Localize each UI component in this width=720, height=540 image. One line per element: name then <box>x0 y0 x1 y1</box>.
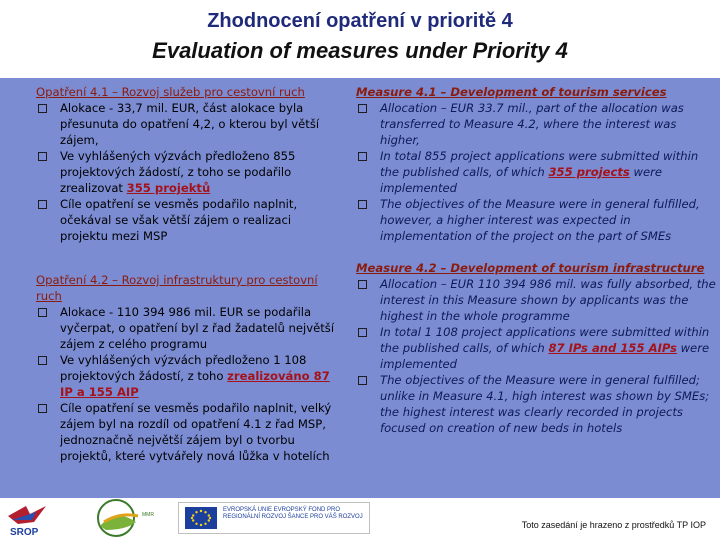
measure-41-cz-title: Opatření 4.1 – Rozvoj služeb pro cestovní ruch <box>36 85 305 99</box>
list-item-text: Allocation – EUR 110 394 986 mil. was fully absorbed, the interest in this Measure shown by applicants was the highest in the whole programme <box>380 277 716 323</box>
list-item-text: Cíle opatření se vesměs podařilo naplnit, očekával se však větší zájem o realizaci projektu mezi MSP <box>60 197 298 243</box>
checkbox-bullet-icon <box>38 200 47 209</box>
list-item <box>356 196 716 244</box>
list-item <box>356 100 716 148</box>
eu-logo <box>178 502 370 534</box>
srop-logo-text: SROP <box>10 527 39 538</box>
list-item <box>356 324 716 372</box>
checkbox-bullet-icon <box>38 104 47 113</box>
checkbox-bullet-icon <box>358 328 367 337</box>
highlight-text: 355 projektů <box>126 181 211 195</box>
list-item <box>36 352 336 400</box>
content-panel <box>0 78 720 498</box>
title-en: Evaluation of measures under Priority 4 <box>152 38 568 63</box>
highlight-text: 355 projects <box>548 165 630 179</box>
footer-note: Toto zasedání je hrazeno z prostředků TP IOP <box>521 520 706 530</box>
list-item-text: Ve vyhlášených výzvách předloženo 1 108 projektových žádostí, z toho <box>60 353 307 383</box>
highlight-text: 87 IPs and 155 AIPs <box>548 341 677 355</box>
checkbox-bullet-icon <box>358 152 367 161</box>
title-cz: Zhodnocení opatření v prioritě 4 <box>207 10 513 32</box>
list-item-text: Cíle opatření se vesměs podařilo naplnit, velký zájem byl na rozdíl od opatření 4.1 z řad MSP, jednoznačně největší zájem byl o tvorbu projektů, které vytvářely nová lůžka v hotelích <box>60 401 332 463</box>
list-item <box>36 148 336 196</box>
measure-42-en-title: Measure 4.2 – Development of tourism infrastructure <box>356 261 705 275</box>
list-item-text: were implemented <box>380 165 663 195</box>
measure-42-en <box>356 260 716 436</box>
eu-logo-text: EVROPSKÁ UNIE EVROPSKÝ FOND PRO REGIONÁLNÍ ROZVOJ ŠANCE PRO VÁŠ ROZVOJ <box>223 507 363 520</box>
left-column <box>36 84 336 472</box>
svg-text:MMR: MMR <box>142 512 154 518</box>
right-column <box>356 84 716 444</box>
measure-42-cz-title: Opatření 4.2 – Rozvoj infrastruktury pro cestovní ruch <box>36 273 318 303</box>
eu-flag-icon <box>185 507 217 529</box>
measure-41-cz <box>36 84 336 244</box>
checkbox-bullet-icon <box>358 280 367 289</box>
list-item-text: Ve vyhlášených výzvách předloženo 855 projektových žádostí, z toho se podařilo zrealizovat <box>60 149 296 195</box>
list-item-text: In total 1 108 project applications were submitted within the published calls, of which <box>380 325 710 355</box>
list-item-text: The objectives of the Measure were in general fulfilled, however, a higher interest was expected in implementation of the project on the part of SMEs <box>380 197 700 243</box>
list-item <box>356 276 716 324</box>
list-item-text: were implemented <box>380 341 710 371</box>
measure-42-cz <box>36 272 336 464</box>
list-item-text: Alokace - 110 394 986 mil. EUR se podařila vyčerpat, o opatření byl z řad žadatelů největší zájem z celého programu <box>60 305 335 351</box>
checkbox-bullet-icon <box>38 356 47 365</box>
header <box>0 0 720 78</box>
ministry-logo <box>86 496 170 540</box>
checkbox-bullet-icon <box>358 200 367 209</box>
checkbox-bullet-icon <box>38 404 47 413</box>
measure-41-en <box>356 84 716 244</box>
checkbox-bullet-icon <box>358 376 367 385</box>
srop-logo <box>6 500 54 538</box>
list-item <box>36 100 336 148</box>
checkbox-bullet-icon <box>358 104 367 113</box>
list-item-text: Allocation – EUR 33.7 mil., part of the allocation was transferred to Measure 4.2, where the interest was higher, <box>380 101 684 147</box>
checkbox-bullet-icon <box>38 308 47 317</box>
list-item <box>356 372 716 436</box>
list-item-text: In total 855 project applications were submitted within the published calls, of which <box>380 149 699 179</box>
measure-41-en-title: Measure 4.1 – Development of tourism services <box>356 85 667 99</box>
list-item <box>36 304 336 352</box>
list-item-text: Alokace - 33,7 mil. EUR, část alokace byla přesunuta do opatření 4,2, o kterou byl větší zájem, <box>60 101 320 147</box>
list-item-text: The objectives of the Measure were in general fulfilled; unlike in Measure 4.1, high interest was shown by SMEs; the highest interest was clearly recorded in projects focused on creation of new beds in hotels <box>380 373 710 435</box>
list-item <box>36 400 336 464</box>
checkbox-bullet-icon <box>38 152 47 161</box>
list-item <box>36 196 336 244</box>
list-item <box>356 148 716 196</box>
highlight-text: zrealizováno 87 IP a 155 AIP <box>60 369 330 399</box>
